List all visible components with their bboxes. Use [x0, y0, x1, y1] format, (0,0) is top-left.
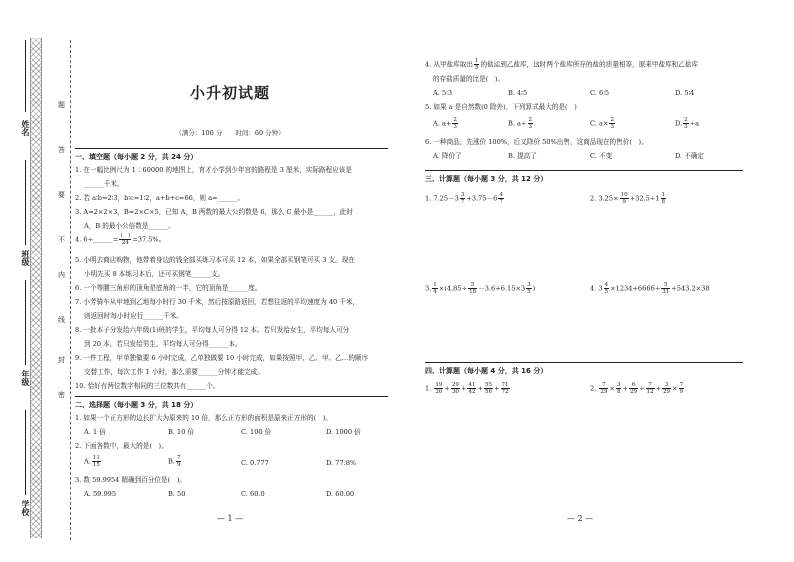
calc-2: 2. 3.25× $\frac{10}{9}$ +32.5÷1 $\frac{1}{8}$	[590, 192, 666, 205]
mc-q5-b[interactable]: B. a÷ $\frac{2}{3}$	[508, 117, 532, 130]
field-class-label: 班级	[21, 250, 30, 266]
field-name-label: 姓名	[21, 120, 30, 136]
mc-q2: 2. 下面各数中，最大的是( )。	[75, 442, 168, 450]
field-school-line	[25, 410, 26, 495]
cut-line	[70, 40, 71, 540]
calc4-2: 2. $\frac{7}{29}$ × $\frac{3}{8}$ + $\frac{6}{29}$ ÷ $\frac{7}{12}$ + $\frac{3}{29}$ × $\frac{7}{9}$	[590, 382, 684, 395]
mc-q1-d[interactable]: D. 1000 倍	[326, 428, 361, 436]
q1-line1: 1. 在一幅比例尺为 1∶60000 的地图上，育才小学到少年宫的路程是 3 厘米，实际路程应该是	[75, 166, 352, 174]
mc-q6: 6. 一种商品，先涨价 100%，后又降价 50%出售，这商品现在的售价( )。	[425, 138, 648, 146]
q2: 2. 若 a∶b=2∶3，b∶c=1∶2，a+b+c=66，则 a=______。	[75, 194, 244, 202]
mc-q5-a[interactable]: A. a+ $\frac{2}{3}$	[433, 117, 457, 130]
q5-line2: 小明先买 8 本练习本后，还可买钢笔______支。	[84, 270, 225, 278]
calc-1: 1. 7.25－3 $\frac{3}{7}$ +3.75－6 $\frac{4}{7}$	[425, 192, 503, 205]
q8-line2: 到 20 本，若只发给男生，平均每人可分得______本。	[84, 340, 242, 348]
mc-q2-a[interactable]: A. $\frac{11}{15}$	[84, 455, 100, 468]
mc-q6-b[interactable]: B. 提高了	[508, 152, 537, 160]
q3-line1: 3. A=2×2×3，B=2×C×5，已知 A，B 两数的最大公约数是 6，那么 C 最小是______，此时	[75, 208, 353, 216]
section4-heading: 四、计算题（每小题 4 分，共 16 分）	[425, 367, 548, 375]
page2-number: — 2 —	[566, 514, 594, 523]
field-school-label: 学校	[21, 500, 30, 516]
q9-line1: 9. 一件工程，甲单独做要 6 小时完成，乙单独做要 10 小时完成，如果按照甲、乙、甲、乙…的顺序	[75, 354, 369, 362]
mc-q6-a[interactable]: A. 降价了	[433, 152, 462, 160]
field-grade-line	[25, 280, 26, 365]
mc-q4-d[interactable]: D. 5∶4	[675, 89, 695, 97]
mc-q4-a[interactable]: A. 5∶3	[433, 89, 453, 97]
q9-line2: 交替工作，每次工作 1 小时，那么需要______分钟才能完成。	[84, 368, 264, 376]
section3-rule	[425, 170, 743, 171]
mc-q4-c[interactable]: C. 6∶5	[590, 89, 610, 97]
mc-q5-d[interactable]: D. $\frac{2}{3}$ ÷a	[675, 117, 700, 130]
mc-q1-a[interactable]: A. 1 倍	[84, 428, 106, 436]
mc-q1-c[interactable]: C. 100 倍	[241, 428, 272, 436]
section1-heading: 一、填空题（每小题 2 分，共 24 分）	[75, 153, 198, 161]
q3-line2: A，B 的最小公倍数是______。	[84, 222, 175, 230]
q6: 6. 一个等腰三角形的顶角是底角的一半，它的顶角是______度。	[75, 284, 262, 292]
mc-q6-c[interactable]: C. 不变	[590, 152, 613, 160]
mc-q1: 1. 如果一个正方形的边长扩大为原来的 10 倍，那么正方形的面积是原来正方形的( )。	[75, 414, 332, 422]
q7-line1: 7. 小芳骑车从甲地到乙地每小时行 30 千米，然后按原路返回，若想往返的平均速度为 40 千米，	[75, 298, 360, 306]
q8-line1: 8. 一批本子分发给六年级(1)班的学生，平均每人可分得 12 本。若只发给女生，平均每人可分	[75, 326, 350, 334]
mc-q2-b[interactable]: B. $\frac{7}{9}$	[168, 455, 181, 468]
mc-q4-b[interactable]: B. 4∶5	[508, 89, 528, 97]
mc-q4-line2: 的存盐质量的比是( )。	[433, 75, 505, 83]
mc-q6-d[interactable]: D. 不确定	[675, 152, 705, 160]
q4: 4. 6÷______= $\frac{( )}{24}$ =37.5%。	[75, 233, 166, 246]
q10: 10. 恰好有两位数字相同的三位数共有______个。	[75, 382, 220, 390]
mc-q2-c[interactable]: C. 0.777	[241, 459, 269, 467]
field-grade-label: 年级	[21, 370, 30, 386]
mc-q2-d[interactable]: D. 77.8%	[326, 459, 357, 467]
field-class-line	[25, 160, 26, 245]
mc-q4-line1: 4. 从甲盐库取出 $\frac{1}{5}$ 的盐运到乙盐库，这时两个盐库所存的盐的质量相等，原来甲盐库和乙盐库	[425, 58, 699, 71]
mc-q5: 5. 如果 a 是自然数(0 除外)，下列算式最大的是( )	[425, 103, 577, 111]
calc-3: 3. $\frac{1}{4}$ ×(4.85÷ $\frac{5}{18}$ －3.6+6.15×3 $\frac{3}{5}$ )	[425, 282, 536, 295]
section2-heading: 二、选择题（每小题 3 分，共 18 分）	[75, 401, 198, 409]
q7-line2: 则返回时每小时应行______千米。	[84, 312, 183, 320]
section4-rule	[425, 362, 743, 363]
mc-q3-d[interactable]: D. 60.00	[326, 490, 355, 498]
mc-q3: 3. 数 59.9954 精确到百分位是( )。	[75, 476, 186, 484]
q5-line1: 5. 小明去商店购物，他带着身边的钱全部买练习本可买 12 本，如果全部买钢笔可买 3 支。现在	[75, 256, 355, 264]
mc-q3-c[interactable]: C. 60.0	[241, 490, 265, 498]
section3-heading: 三、计算题（每小题 3 分，共 12 分）	[425, 175, 548, 183]
mc-q3-a[interactable]: A. 59.995	[84, 490, 117, 498]
section1-rule	[75, 148, 388, 149]
q1-line2: ______千米。	[84, 180, 124, 188]
calc-4: 4. 3 $\frac{4}{5}$ ×1234+6666÷ $\frac{5}{31}$ +543.2×38	[590, 282, 710, 295]
section2-rule	[75, 396, 388, 397]
mc-q3-b[interactable]: B. 50	[168, 490, 186, 498]
mc-q1-b[interactable]: B. 10 倍	[168, 428, 195, 436]
exam-subtitle: （满分：100 分 时间：60 分钟）	[175, 129, 285, 137]
exam-title: 小升初试题	[189, 84, 270, 102]
binding-strip	[30, 38, 42, 538]
page1-number: — 1 —	[216, 514, 244, 523]
calc4-1: 1. $\frac{19}{20}$ + $\frac{29}{30}$ + $\frac{41}{42}$ + $\frac{55}{56}$ + $\frac{71}{72}$	[425, 382, 509, 395]
mc-q5-c[interactable]: C. a× $\frac{2}{3}$	[590, 117, 614, 130]
